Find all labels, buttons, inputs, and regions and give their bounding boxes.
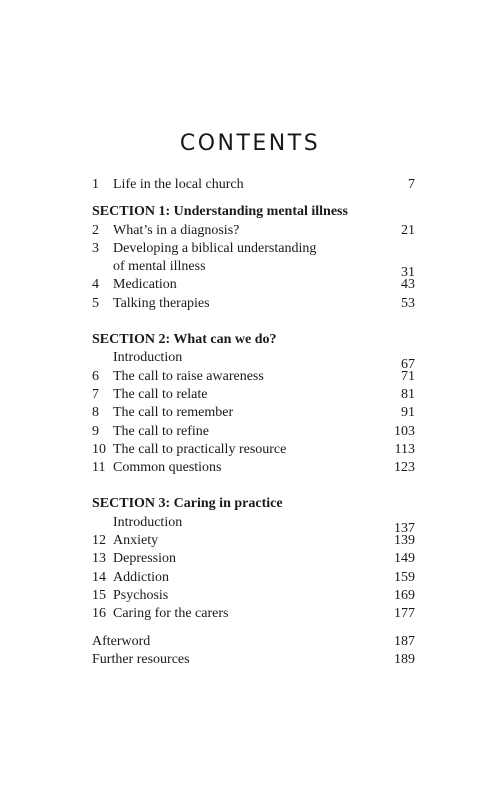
page-number: 91	[401, 405, 415, 421]
toc-entry	[92, 605, 415, 623]
chapter-title: Afterword	[92, 633, 151, 649]
chapter-title: Developing a biblical understanding	[113, 240, 317, 256]
page-number: 137	[394, 521, 415, 537]
chapter-title: The call to relate	[113, 386, 208, 402]
chapter-title: Common questions	[113, 460, 222, 476]
chapter-title: Caring for the carers	[113, 606, 229, 622]
page-number: 177	[394, 606, 415, 622]
chapter-number: 3	[92, 240, 99, 256]
page-number: 149	[394, 551, 415, 567]
page-number: 43	[401, 277, 415, 293]
toc-entry	[92, 368, 415, 386]
toc-entry	[92, 532, 415, 550]
toc-entry	[92, 587, 415, 605]
chapter-number: 8	[92, 405, 99, 421]
chapter-number: 2	[92, 222, 99, 238]
toc-entry	[92, 276, 415, 294]
chapter-number: 14	[92, 569, 106, 585]
section-heading: SECTION 3: Caring in practice	[92, 496, 283, 512]
chapter-number: 7	[92, 386, 99, 402]
toc-entry	[92, 633, 415, 651]
chapter-number: 16	[92, 606, 106, 622]
page-number: 81	[401, 386, 415, 402]
chapter-title: Talking therapies	[113, 295, 210, 311]
chapter-number: 13	[92, 551, 106, 567]
toc-entry-continued	[92, 258, 415, 281]
chapter-title: Life in the local church	[113, 177, 244, 192]
page-number: 187	[394, 633, 415, 649]
toc-entry	[92, 349, 415, 372]
chapter-number: 10	[92, 441, 106, 457]
chapter-title: Introduction	[113, 514, 183, 530]
page-number: 53	[401, 295, 415, 311]
chapter-title: Introduction	[113, 350, 183, 366]
toc-entry	[92, 222, 415, 240]
toc-entry	[92, 550, 415, 568]
chapter-number: 4	[92, 277, 99, 293]
toc-entry	[92, 295, 415, 313]
toc-entry	[92, 240, 415, 258]
chapter-number: 5	[92, 295, 99, 311]
page-number: 123	[394, 460, 415, 476]
page-number: 139	[394, 533, 415, 549]
toc-entry	[92, 441, 415, 459]
page-number: 7	[408, 177, 415, 192]
toc-entry	[92, 459, 415, 477]
page-number: 113	[394, 441, 415, 457]
chapter-title: What’s in a diagnosis?	[113, 222, 240, 238]
page-number: 21	[401, 222, 415, 238]
chapter-title: Addiction	[113, 569, 169, 585]
chapter-number: 1	[92, 177, 99, 192]
toc-entry	[92, 514, 415, 537]
chapter-title: The call to refine	[113, 423, 210, 439]
chapter-title: Psychosis	[113, 587, 169, 603]
toc-entry	[92, 386, 415, 404]
page-number: 67	[401, 356, 415, 372]
page-number: 71	[401, 368, 415, 384]
toc-entry	[92, 651, 415, 669]
chapter-number: 11	[92, 460, 106, 476]
page-title: CONTENTS	[179, 131, 321, 156]
table-of-contents	[92, 176, 415, 669]
page-number: 103	[394, 423, 415, 439]
chapter-title: of mental illness	[113, 259, 206, 275]
chapter-number: 6	[92, 368, 99, 384]
section-heading: SECTION 1: Understanding mental illness	[92, 204, 348, 220]
chapter-number: 12	[92, 533, 106, 549]
page-number: 169	[394, 587, 415, 603]
chapter-title: The call to raise awareness	[113, 368, 264, 384]
chapter-title: Further resources	[92, 651, 190, 667]
page-number: 189	[394, 651, 415, 667]
chapter-title: Anxiety	[113, 533, 159, 549]
page-number: 159	[394, 569, 415, 585]
toc-entry	[92, 569, 415, 587]
chapter-title: Depression	[113, 551, 176, 567]
toc-entry	[92, 176, 415, 194]
chapter-title: Medication	[113, 277, 177, 293]
section-heading: SECTION 2: What can we do?	[92, 332, 277, 348]
chapter-title: The call to remember	[113, 405, 234, 421]
page-number: 31	[401, 265, 415, 281]
chapter-number: 9	[92, 423, 99, 439]
chapter-title: The call to practically resource	[113, 441, 287, 457]
chapter-number: 15	[92, 587, 106, 603]
toc-entry	[92, 404, 415, 422]
toc-entry	[92, 423, 415, 441]
